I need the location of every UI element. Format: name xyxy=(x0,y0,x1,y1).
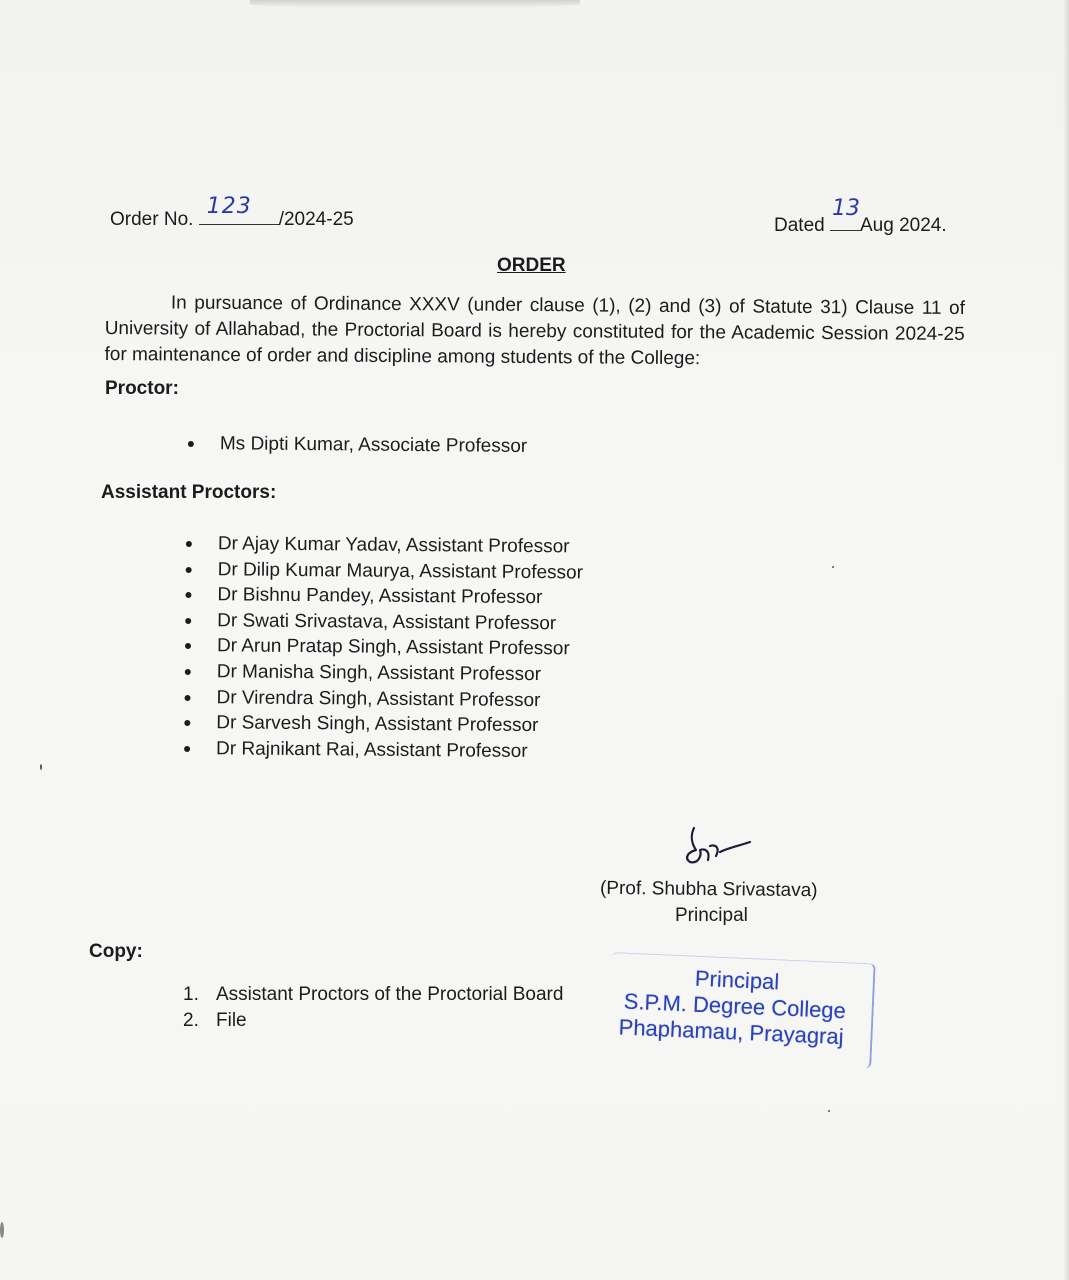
assistant-proctor-member: Dr Sarvesh Singh, Assistant Professor xyxy=(216,712,539,737)
assistant-proctor-member: Dr Bishnu Pandey, Assistant Professor xyxy=(217,584,543,609)
bullet-icon xyxy=(184,746,190,752)
proctor-member: Ms Dipti Kumar, Associate Professor xyxy=(219,433,528,457)
list-item xyxy=(183,1008,563,1034)
list-item xyxy=(185,582,583,611)
assistant-proctors-label: Assistant Proctors: xyxy=(101,482,277,503)
body-paragraph xyxy=(104,290,965,374)
dated-line xyxy=(774,196,947,237)
bullet-icon xyxy=(188,441,194,447)
assistant-proctors-list xyxy=(184,531,583,765)
assistant-proctor-member: Dr Swati Srivastava, Assistant Professor xyxy=(217,610,557,635)
page-fold-shadow xyxy=(250,0,580,8)
assistant-proctor-member: Dr Arun Pratap Singh, Assistant Professor xyxy=(216,635,570,660)
list-item xyxy=(184,736,582,765)
bullet-icon xyxy=(185,618,191,624)
list-number: 1. xyxy=(183,984,199,1005)
stamp-line-3: Phaphamau, Prayagraj xyxy=(618,1014,845,1050)
bullet-icon xyxy=(185,592,191,598)
assistant-proctor-member: Dr Manisha Singh, Assistant Professor xyxy=(216,661,542,686)
bullet-icon xyxy=(186,541,192,547)
order-no-handwritten: 123 xyxy=(206,194,252,219)
signatory-name: (Prof. Shubha Srivastava) xyxy=(599,877,818,902)
assistant-proctor-member: Dr Rajnikant Rai, Assistant Professor xyxy=(216,738,528,762)
order-no-label: Order No. xyxy=(110,209,194,230)
official-stamp xyxy=(607,952,880,1074)
assistant-proctor-member: Dr Ajay Kumar Yadav, Assistant Professor xyxy=(217,533,570,558)
list-item xyxy=(183,982,563,1008)
copy-label: Copy: xyxy=(89,941,143,962)
bullet-icon xyxy=(185,669,191,675)
paper-speck xyxy=(0,1222,4,1238)
paper-speck xyxy=(828,1110,830,1112)
order-no-blank xyxy=(199,194,279,225)
assistant-proctor-member: Dr Dilip Kumar Maurya, Assistant Professor xyxy=(217,558,584,584)
dated-suffix: Aug 2024. xyxy=(859,215,947,236)
paper-speck xyxy=(40,764,42,770)
stamp-line-1: Principal xyxy=(694,965,780,995)
document-heading: ORDER xyxy=(497,255,566,276)
dated-label: Dated xyxy=(774,215,825,236)
paper-speck xyxy=(832,566,834,568)
dated-blank xyxy=(830,196,860,231)
signature-icon xyxy=(680,822,760,872)
proctor-label: Proctor: xyxy=(105,378,179,399)
paragraph-text: In pursuance of Ordinance XXXV (under clause (1), (2) and (3) of Statute 31) Clause 11 of University of Allahabad, the Proctorial Board is hereby constituted for the Academic Session 2024-25 for maintenance of order and discipline among students of the College: xyxy=(104,292,965,370)
list-number: 2. xyxy=(183,1010,199,1031)
stamp-line-2: S.P.M. Degree College xyxy=(623,988,847,1024)
list-item xyxy=(185,608,583,637)
copy-item-text: Assistant Proctors of the Proctorial Board xyxy=(216,984,564,1005)
list-item xyxy=(186,531,584,560)
signatory-title: Principal xyxy=(675,905,748,926)
bullet-icon xyxy=(185,643,191,649)
page-edge-shadow xyxy=(1063,0,1069,1280)
dated-handwritten: 13 xyxy=(831,196,860,221)
bullet-icon xyxy=(184,720,190,726)
list-item xyxy=(185,659,583,688)
copy-item-text: File xyxy=(216,1010,247,1031)
order-no-suffix: /2024-25 xyxy=(278,209,354,230)
assistant-proctor-member: Dr Virendra Singh, Assistant Professor xyxy=(216,686,541,711)
copy-list xyxy=(183,982,563,1034)
proctor-list xyxy=(188,431,527,460)
list-item xyxy=(186,557,584,586)
list-item xyxy=(185,633,583,662)
list-item xyxy=(188,431,527,460)
list-item xyxy=(184,685,582,714)
bullet-icon xyxy=(186,567,192,573)
order-number-line xyxy=(110,194,354,231)
bullet-icon xyxy=(185,695,191,701)
list-item xyxy=(184,710,582,739)
